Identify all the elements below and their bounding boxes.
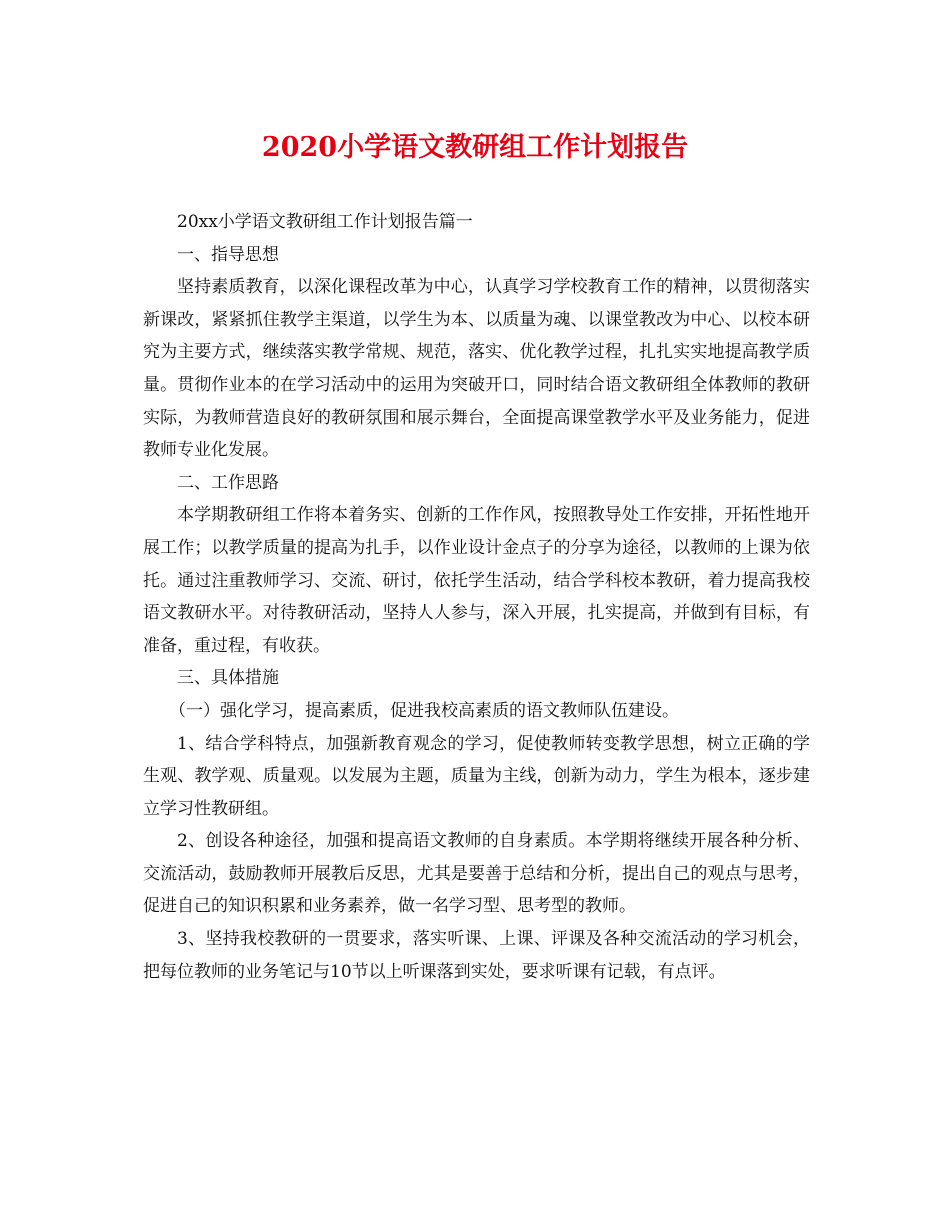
paragraph-guiding-ideology: 坚持素质教育，以深化课程改革为中心，认真学习学校教育工作的精神，以贯彻落实新课改，紧紧抓住教学主渠道，以学生为本、以质量为魂、以课堂教改为中心、以校本研究为主要方式，继续落实教学常规、规范，落实、优化教学过程，扎扎实实地提高教学质量。贯彻作业本的在学习活动中的运用为突破开口，同时结合语文教研组全体教师的教研实际，为教师营造良好的教研氛围和展示舞台，全面提高课堂教学水平及业务能力，促进教师专业化发展。 (143, 277, 810, 461)
document-title: 2020小学语文教研组工作计划报告 (261, 132, 689, 163)
subheading-strengthen-learning: （一）强化学习，提高素质，促进我校高素质的语文教师队伍建设。 (169, 700, 679, 721)
measure-item-1: 1、结合学科特点，加强新教育观念的学习，促使教师转变教学思想，树立正确的学生观、教学观、质量观。以发展为主题，质量为主线，创新为动力，学生为根本，逐步建立学习性教研组。 (143, 733, 810, 819)
paragraph-work-approach: 本学期教研组工作将本着务实、创新的工作作风，按照教导处工作安排，开拓性地开展工作；以教学质量的提高为扎手，以作业设计金点子的分享为途径，以教师的上课为依托。通过注重教师学习、交流、研讨，依托学生活动，结合学科校本教研，着力提高我校语文教研水平。对待教研活动，坚持人人参与，深入开展，扎实提高，并做到有目标，有准备，重过程，有收获。 (143, 505, 810, 656)
measure-item-2: 2、创设各种途径，加强和提高语文教师的自身素质。本学期将继续开展各种分析、交流活动，鼓励教师开展教后反思，尤其是要善于总结和分析，提出自己的观点与思考，促进自己的知识积累和业务素养，做一名学习型、思考型的教师。 (143, 831, 810, 917)
measure-item-3: 3、坚持我校教研的一贯要求，落实听课、上课、评课及各种交流活动的学习机会，把每位教师的业务笔记与10节以上听课落到实处，要求听课有记载，有点评。 (143, 929, 810, 982)
section-heading-part-one: 20xx小学语文教研组工作计划报告篇一 (177, 212, 473, 232)
heading-work-approach: 二、工作思路 (177, 472, 279, 493)
heading-specific-measures: 三、具体措施 (177, 668, 279, 689)
document-body (143, 206, 810, 988)
heading-guiding-ideology: 一、指导思想 (177, 244, 279, 265)
